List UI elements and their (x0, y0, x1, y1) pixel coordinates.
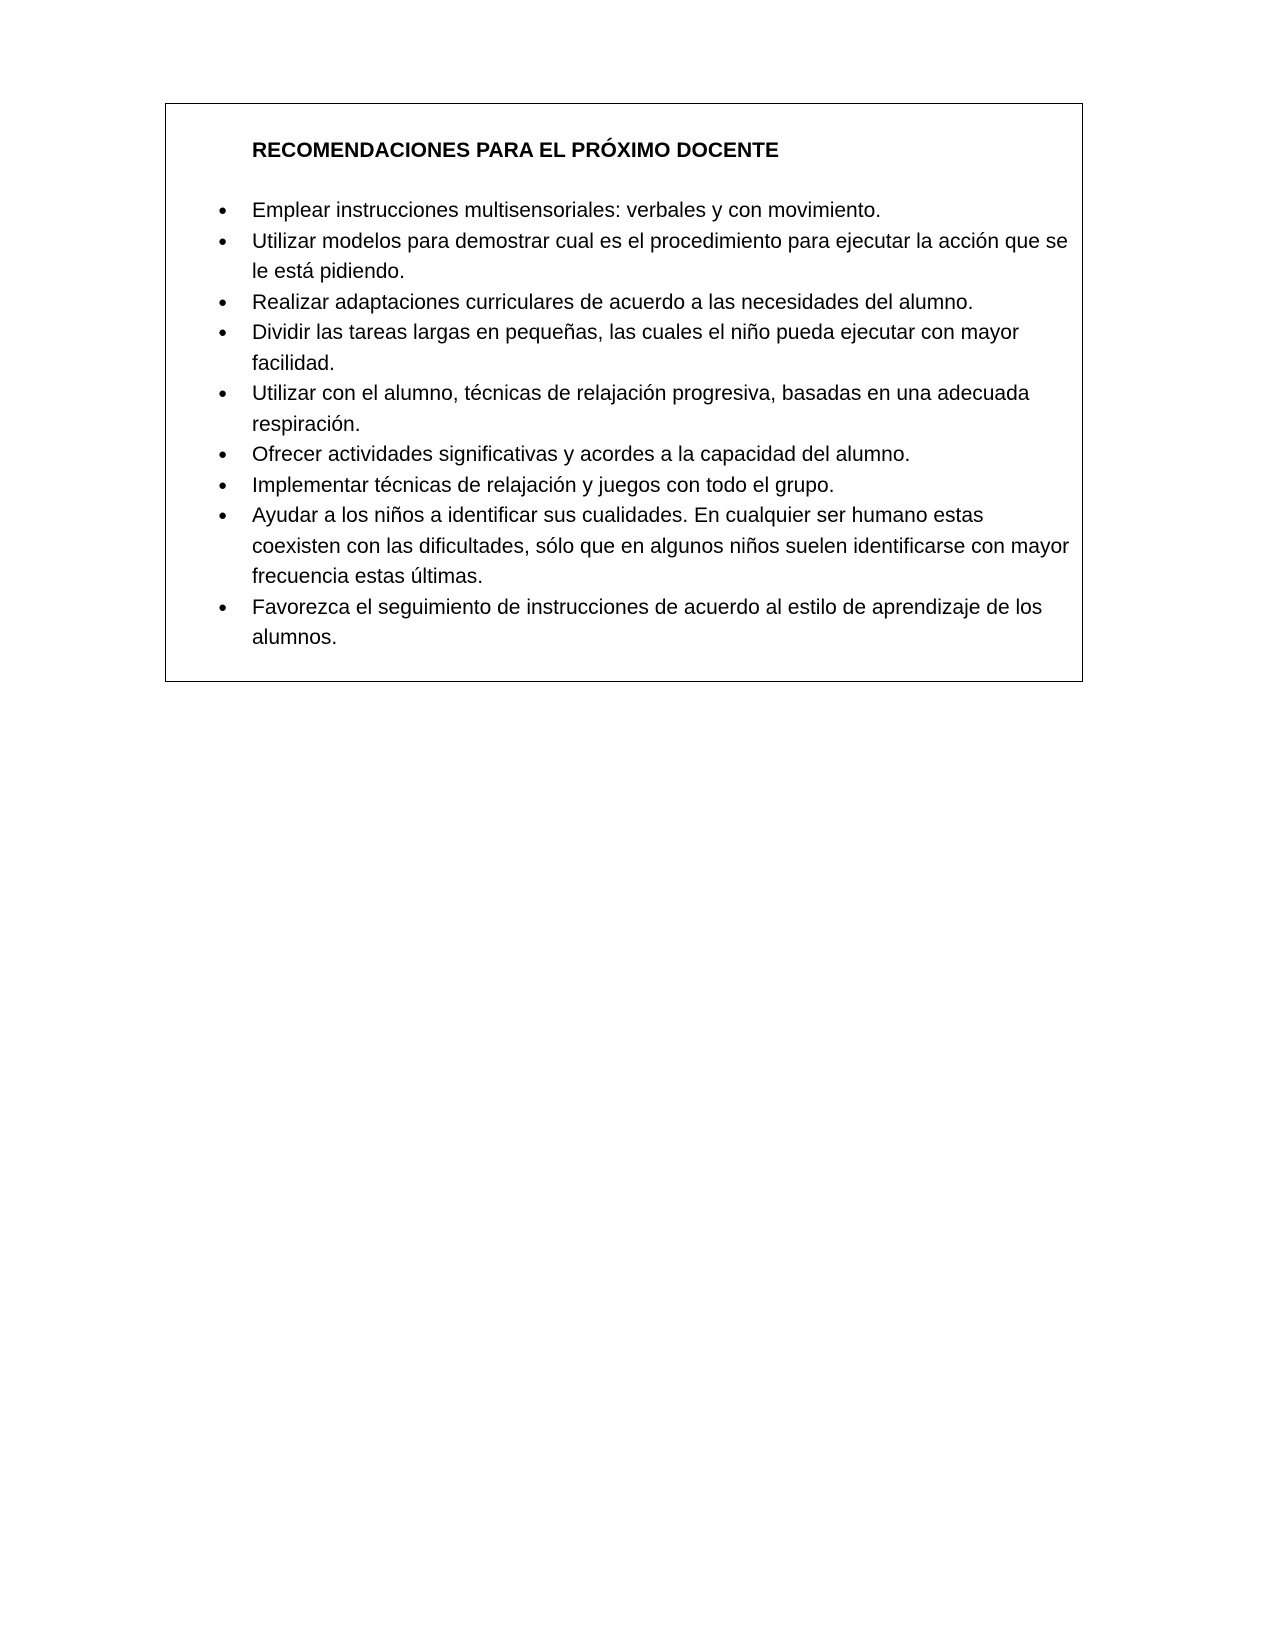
list-item (166, 501, 1082, 593)
list-item (166, 379, 1082, 440)
list-item-text: Emplear instrucciones multisensoriales: verbales y con movimiento. (252, 199, 882, 222)
bullet-dot-icon: ● (218, 324, 228, 341)
recommendations-box (165, 103, 1083, 682)
bullet-dot-icon: ● (218, 476, 228, 494)
bullet-dot-icon: ● (218, 446, 228, 463)
list-item-text: Ayudar a los niños a identificar sus cualidades. En cualquier ser humano estas coexisten con las dificultades, sólo que en algunos niños suelen identificarse con mayor frecuencia estas últimas. (252, 504, 1070, 588)
list-item-text: Implementar técnicas de relajación y juegos con todo el grupo. (252, 473, 835, 497)
list-item (166, 196, 1082, 227)
bullet-dot-icon: ● (218, 385, 228, 402)
list-item-text: Dividir las tareas largas en pequeñas, las cuales el niño pueda ejecutar con mayor facilidad. (252, 321, 1019, 375)
bullet-dot-icon: ● (218, 232, 228, 250)
list-item (166, 227, 1082, 288)
list-item-text: Utilizar modelos para demostrar cual es el procedimiento para ejecutar la acción que se le está pidiendo. (252, 229, 1068, 283)
bullet-dot-icon: ● (218, 202, 228, 219)
list-item (166, 593, 1082, 654)
list-item-text: Favorezca el seguimiento de instrucciones de acuerdo al estilo de aprendizaje de los alumnos. (252, 595, 1043, 649)
list-item-text: Realizar adaptaciones curriculares de acuerdo a las necesidades del alumno. (252, 290, 974, 314)
list-item-text: Utilizar con el alumno, técnicas de relajación progresiva, basadas en una adecuada respiración. (252, 382, 1030, 436)
list-item-text: Ofrecer actividades significativas y acordes a la capacidad del alumno. (252, 443, 911, 466)
recommendations-list (166, 196, 1082, 654)
recommendations-title: RECOMENDACIONES PARA EL PRÓXIMO DOCENTE (252, 139, 779, 162)
bullet-dot-icon: ● (218, 507, 228, 524)
list-item (166, 288, 1082, 319)
list-item (166, 440, 1082, 471)
list-item (166, 471, 1082, 502)
list-item (166, 318, 1082, 379)
bullet-dot-icon: ● (218, 293, 228, 311)
bullet-dot-icon: ● (218, 598, 228, 616)
